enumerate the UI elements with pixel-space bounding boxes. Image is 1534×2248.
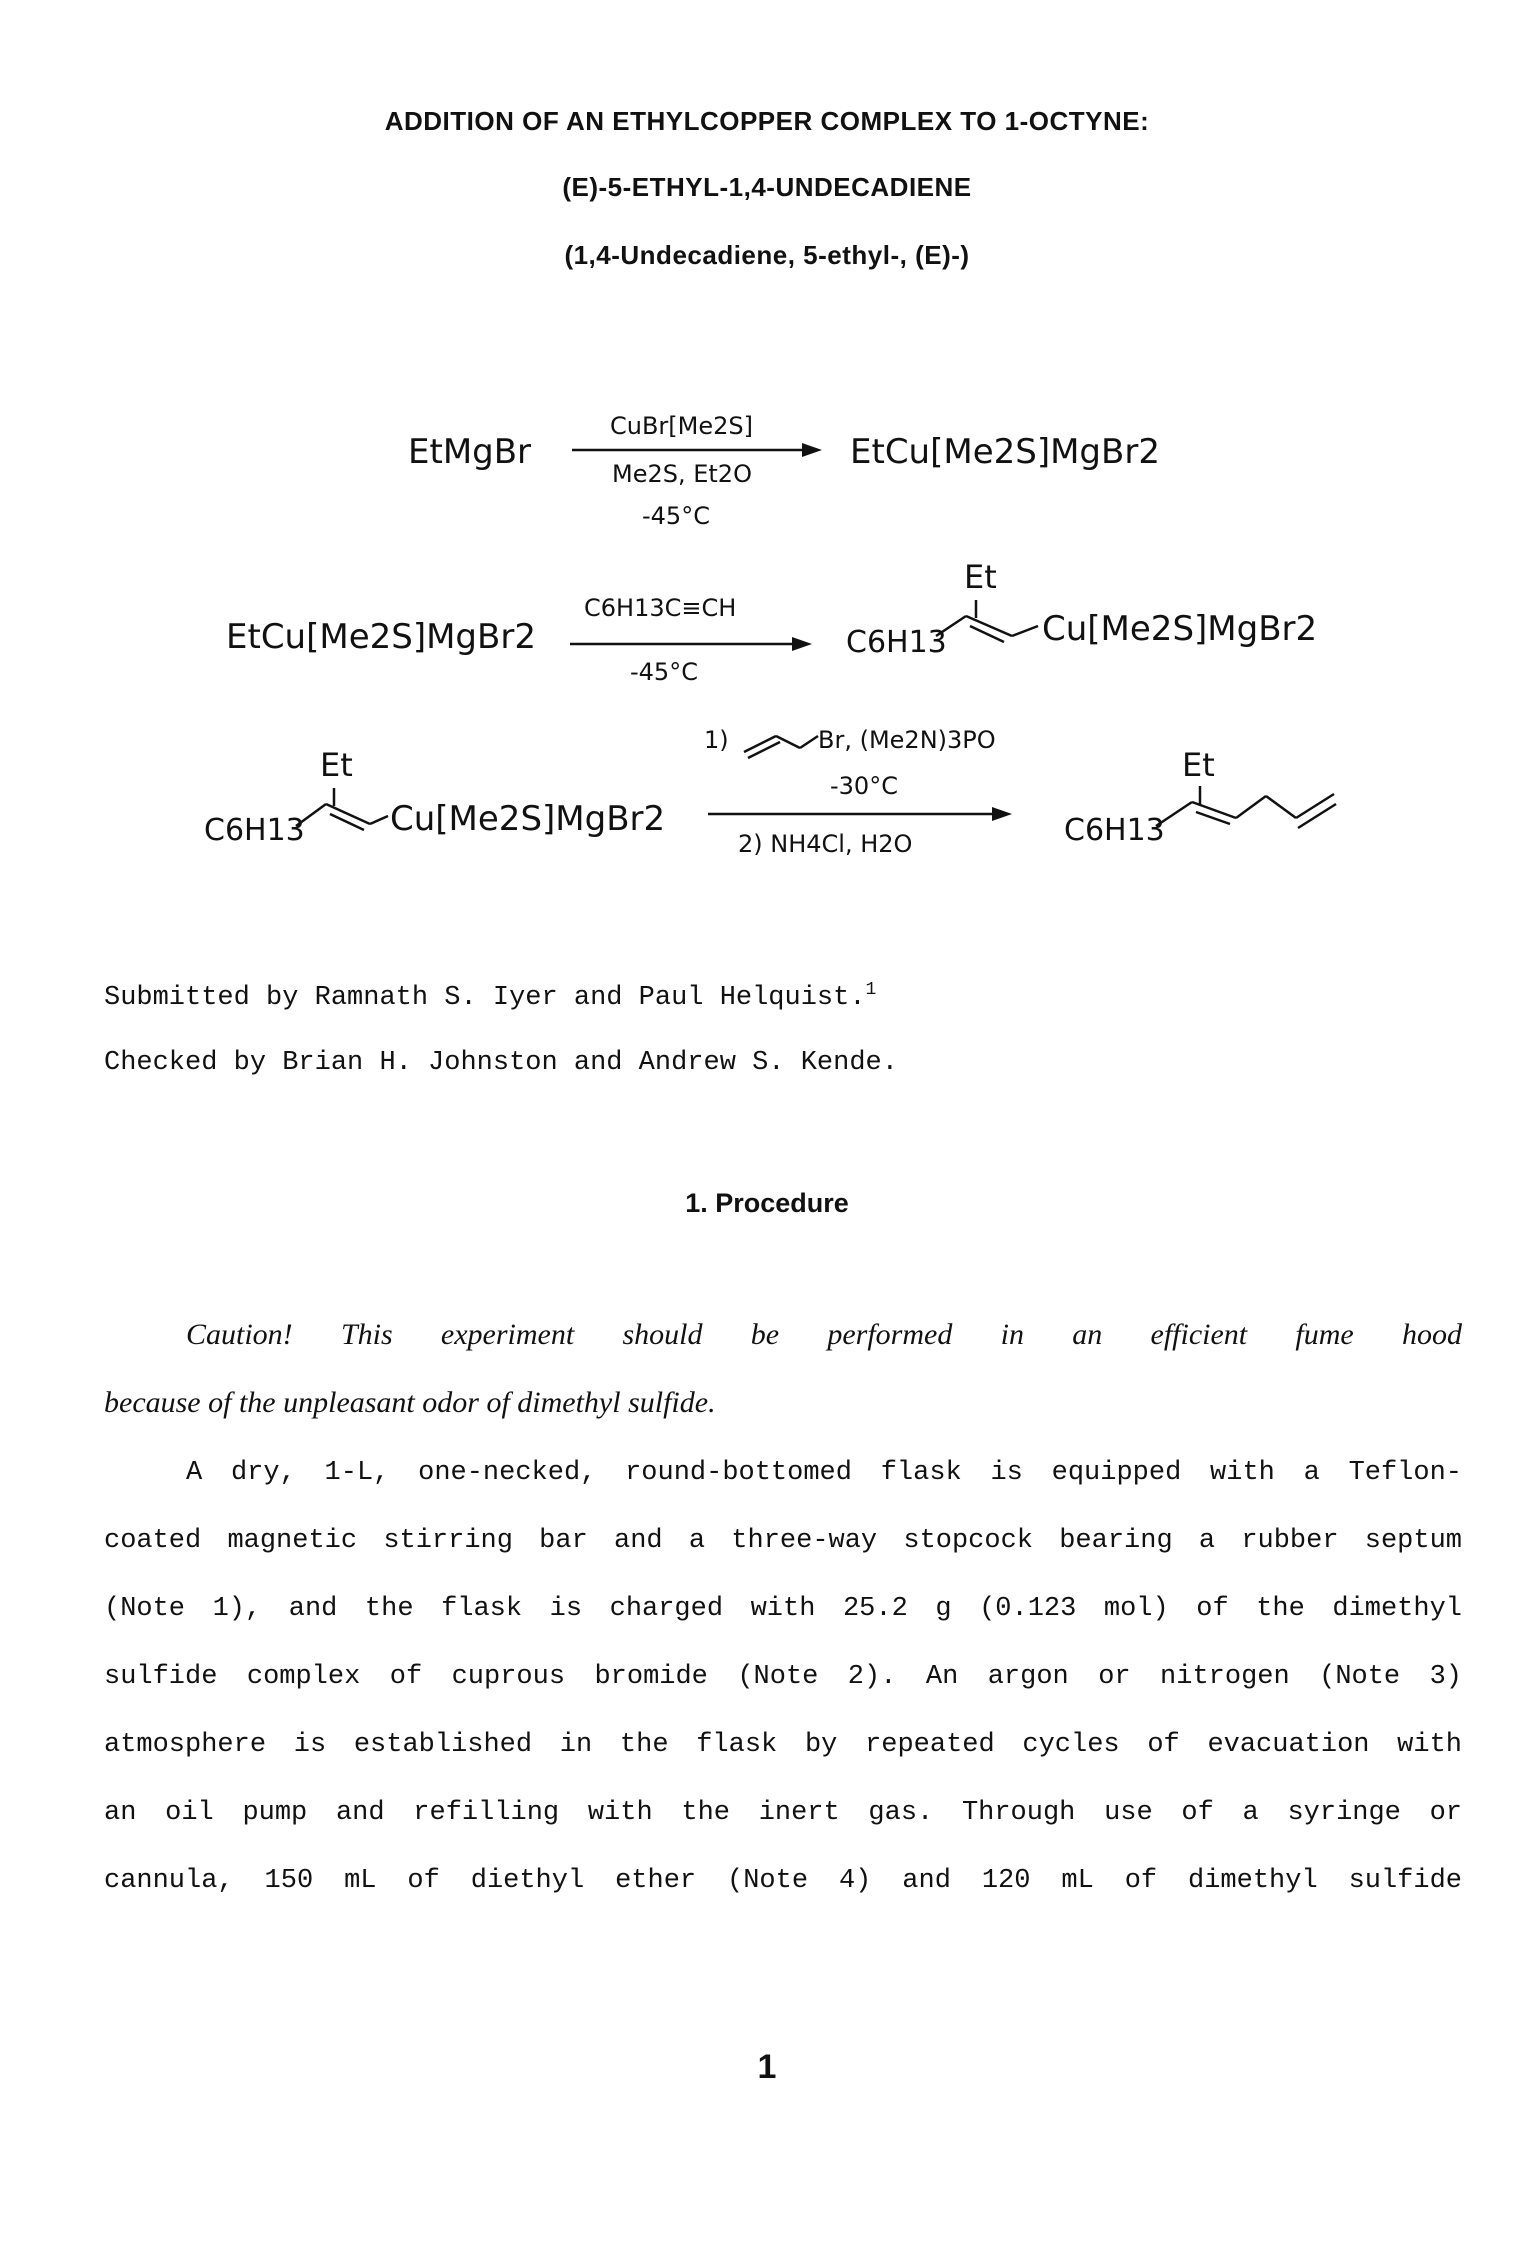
r1-start: EtMgBr — [408, 432, 532, 472]
page-number: 1 — [757, 2048, 777, 2086]
r1-arrow-head — [802, 443, 822, 457]
r2-product-alkyl: C6H13 — [846, 625, 947, 660]
r3-step1-reagent: Br, (Me2N)3PO — [818, 726, 996, 754]
submitted-by — [104, 980, 876, 1013]
paragraph-line-7: cannula, 150 mL of diethyl ether (Note 4) and 120 mL of dimethyl sulfide — [104, 1866, 1462, 1896]
r3-product-bonds — [1156, 786, 1336, 828]
r1-temp: -45°C — [642, 502, 710, 530]
r3-start-et: Et — [320, 746, 353, 784]
allyl-bromide-bonds — [744, 736, 818, 758]
reference-superscript: 1 — [865, 980, 877, 1000]
r1-reagent-bottom: Me2S, Et2O — [612, 460, 752, 488]
title-line-2: (E)-5-ETHYL-1,4-UNDECADIENE — [562, 172, 972, 202]
r2-arrow-head — [792, 637, 812, 651]
r3-start-cu: Cu[Me2S]MgBr2 — [390, 799, 666, 839]
section-heading: 1. Procedure — [685, 1188, 849, 1218]
paragraph-line-4: sulfide complex of cuprous bromide (Note 2). An argon or nitrogen (Note 3) — [104, 1662, 1462, 1692]
checked-by: Checked by Brian H. Johnston and Andrew S. Kende. — [104, 1048, 898, 1078]
r3-start-alkyl: C6H13 — [204, 813, 305, 848]
submitted-text: Submitted by Ramnath S. Iyer and Paul Helquist. — [104, 983, 866, 1013]
r3-step1-label: 1) — [704, 726, 729, 754]
r3-temp: -30°C — [830, 772, 898, 800]
r3-product-et: Et — [1182, 746, 1215, 784]
paragraph-line-1: A dry, 1-L, one-necked, round-bottomed flask is equipped with a Teflon- — [186, 1458, 1462, 1488]
title-line-3: (1,4-Undecadiene, 5-ethyl-, (E)-) — [564, 240, 970, 270]
r3-vinyl-bonds — [296, 788, 388, 830]
paragraph-line-2: coated magnetic stirring bar and a three-way stopcock bearing a rubber septum — [104, 1526, 1462, 1556]
caution-line-1: Caution! This experiment should be performed in an efficient fume hood — [186, 1318, 1462, 1351]
paragraph-line-6: an oil pump and refilling with the inert gas. Through use of a syringe or — [104, 1798, 1462, 1828]
r2-temp: -45°C — [630, 658, 698, 686]
r2-reagent-top: C6H13C≡CH — [584, 594, 737, 622]
r3-product-alkyl: C6H13 — [1064, 813, 1165, 848]
r2-vinyl-bonds — [936, 600, 1038, 642]
caution-line-2: because of the unpleasant odor of dimethyl sulfide. — [104, 1386, 716, 1419]
title-line-1: ADDITION OF AN ETHYLCOPPER COMPLEX TO 1-OCTYNE: — [384, 106, 1150, 136]
r1-reagent-top: CuBr[Me2S] — [610, 412, 754, 440]
r2-product-cu: Cu[Me2S]MgBr2 — [1042, 609, 1318, 649]
paragraph-line-5: atmosphere is established in the flask by repeated cycles of evacuation with — [104, 1730, 1462, 1760]
r3-step2: 2) NH4Cl, H2O — [738, 830, 913, 858]
r3-arrow-head — [992, 807, 1012, 821]
reaction-scheme — [0, 390, 1534, 950]
r2-start: EtCu[Me2S]MgBr2 — [226, 617, 536, 657]
r1-product: EtCu[Me2S]MgBr2 — [850, 432, 1160, 472]
paragraph-line-3: (Note 1), and the flask is charged with 25.2 g (0.123 mol) of the dimethyl — [104, 1594, 1462, 1624]
r2-product-et: Et — [964, 558, 997, 596]
